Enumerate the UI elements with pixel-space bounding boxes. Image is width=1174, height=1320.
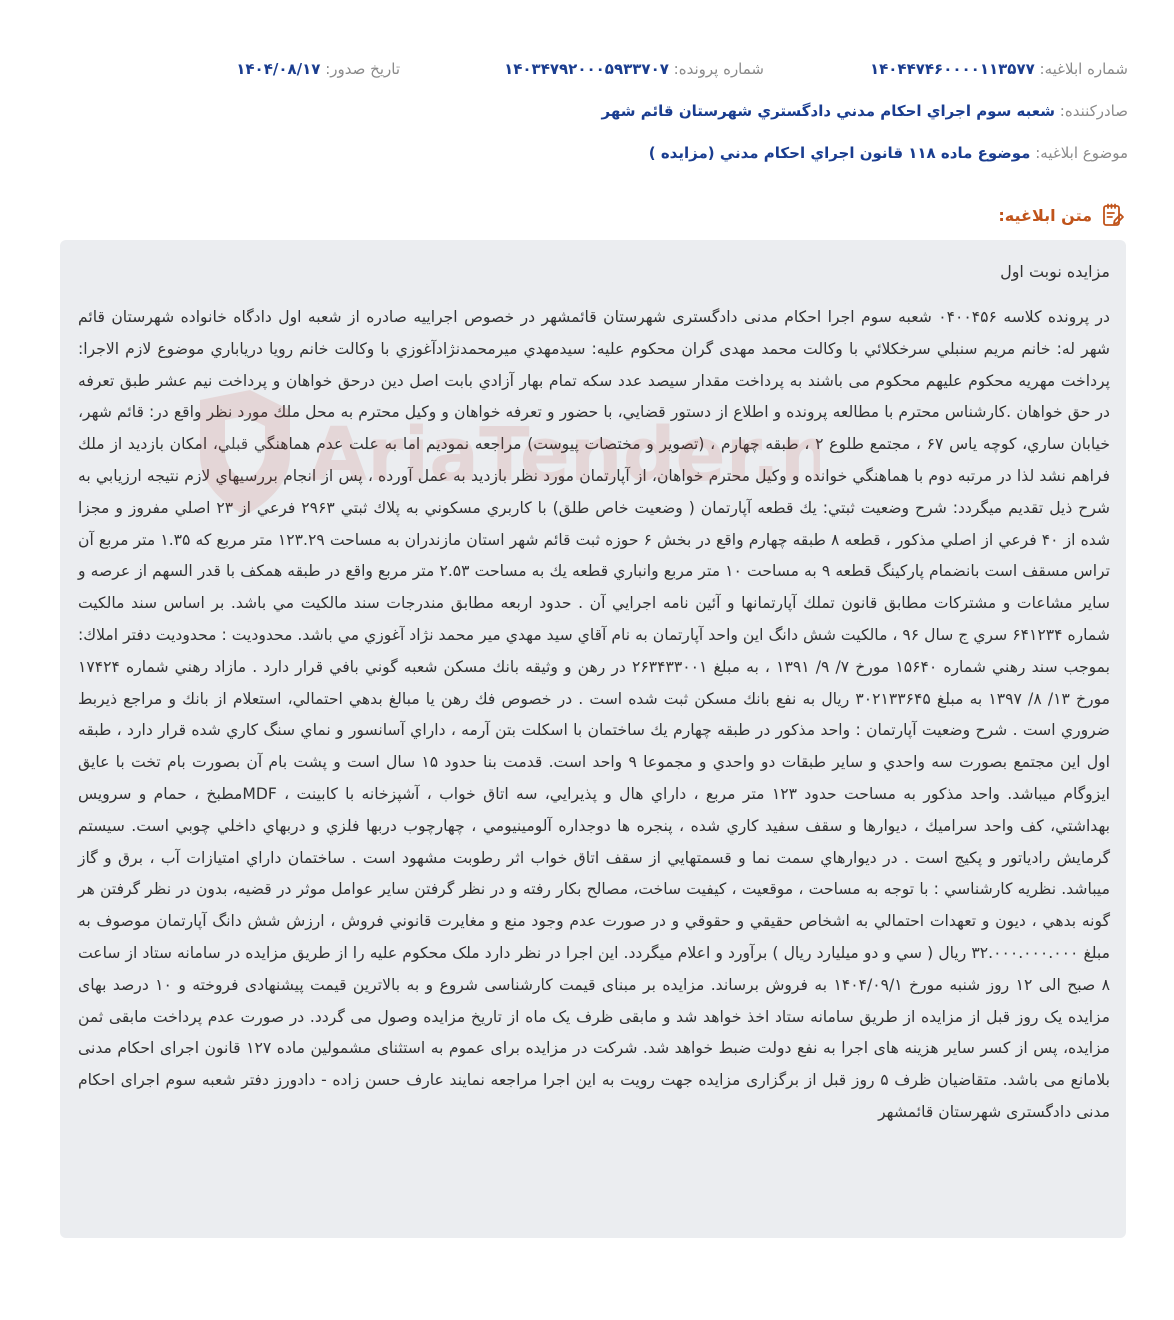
notice-text-section-header (998, 200, 1126, 230)
case-number-label: شماره پرونده: (673, 60, 764, 78)
subject-value: موضوع ماده ۱۱۸ قانون اجراي احكام مدني (مزايده ) (648, 144, 1031, 162)
notice-number (870, 54, 1128, 84)
notice-heading: مزايده نوبت اول (1000, 262, 1110, 281)
notice-number-label: شماره ابلاغيه: (1039, 60, 1128, 78)
issue-date-value: ۱۴۰۴/۰۸/۱۷ (236, 60, 321, 78)
case-number (504, 54, 764, 84)
issuer-value: شعبه سوم اجراي احكام مدني دادگستري شهرستان قائم شهر (601, 102, 1055, 120)
case-number-value: ۱۴۰۳۴۷۹۲۰۰۰۵۹۳۳۷۰۷ (504, 60, 669, 78)
notice-body: در پرونده كلاسه ۰۴۰۰۴۵۶ شعبه سوم اجرا احكام مدنی دادگستری شهرستان قائمشهر در خصوص اجراييه صادره از شعبه اول دادگاه خانواده شهرستان قائم شهر له: خانم مريم سنبلي سرخكلائي با وكالت محمد مهدی گران محكوم عليه: سيدمهدي ميرمحمدنژادآغوزي با وكالت خانم رويا درياباري موضوع لازم الاجرا: پرداخت مهريه محکوم عليهم محکوم می باشند به پرداخت مقدار سيصد عدد سكه تمام بهار آزادي بابت اصل دين درحق خواهان و پرداخت نيم عشر طبق تعرفه در حق خواهان .كارشناس محترم با مطالعه پرونده و اطلاع از دستور قضايي، با حضور و تعرفه خواهان و وكيل محترم به محل ملك مورد نظر واقع در: قائم شهر، خيابان ساري، كوچه ياس ۶۷ ، مجتمع طلوع ۲ ، طبقه چهارم ، (تصوير و مختصات پيوست) مراجعه نموديم اما به علت عدم هماهنگي قبلي، امكان بازديد از ملك فراهم نشد لذا در مرتبه دوم با هماهنگي خوانده و وكيل محترم خواهان، از آپارتمان مورد نظر بازديد به عمل آورده ، پس از انجام بررسيهاي لازم نتيجه ارزيابي به شرح ذيل تقديم ميگردد: شرح وضعيت ثبتي: يك قطعه آپارتمان ( وضعيت خاص طلق) با كاربري مسكوني به پلاك ثبتي ۲۹۶۳ فرعي از ۲۳ اصلي مفروز و مجزا شده از ۴۰ فرعي از اصلي مذكور ، قطعه ۸ طبقه چهارم واقع در بخش ۶ حوزه ثبت قائم شهر استان مازندران به مساحت ۱۲۳.۲۹ متر مربع كه ۱.۳۵ متر مربع آن تراس مسقف است بانضمام پاركينگ قطعه ۹ به مساحت ۱۰ متر مربع وانباري قطعه يك به مساحت ۲.۵۳ متر مربع واقع در طبقه همكف با قدر السهم از عرصه و ساير مشاعات و مشتركات مطابق قانون تملك آپارتمانها و آئين نامه اجرايي آن . حدود اربعه مطابق مندرجات سند مالكيت مي باشد. بر اساس سند مالكيت شماره ۶۴۱۲۳۴ سري ج سال ۹۶ ، مالكيت شش دانگ اين واحد آپارتمان به نام آقاي سيد مهدي مير محمد نژاد آغوزي مي باشد. محدوديت : محدوديت دفتر املاك: بموجب سند رهني شماره ۱۵۶۴۰ مورخ ۷/ ۹/ ۱۳۹۱ ، به مبلغ ۲۶۳۴۳۳۰۰۱ در رهن و وثيقه بانك مسكن شعبه گوني بافي قرار دارد . مازاد رهني شماره ۱۷۴۲۴ مورخ ۱۳/ ۸/ ۱۳۹۷ به مبلغ ۳۰۲۱۳۳۶۴۵ ريال به نفع بانك مسكن ثبت شده است . در خصوص فك رهن يا مبالغ بدهي احتمالي، استعلام از بانك و مراجع ذيربط ضروري است . شرح وضعيت آپارتمان : واحد مذكور در طبقه چهارم يك ساختمان با اسكلت بتن آرمه ، داراي آسانسور و نماي سنگ كاري شده قرار دارد ، طبقه اول اين مجتمع بصورت سه واحدي و ساير طبقات دو واحدي و مجموعا ۹ واحد است. قدمت بنا حدود ۱۵ سال است و پشت بام آن بصورت بام تخت با عايق ايزوگام ميباشد. واحد مذكور به مساحت حدود ۱۲۳ متر مربع ، داراي هال و پذيرايي، سه اتاق خواب ، آشپزخانه با كابينت ، MDFمطبخ ، حمام و سرويس بهداشتي، كف واحد سراميك ، ديوارها و سقف سفيد كاري شده ، پنجره ها دوجداره آلومينيومي ، چهارچوب دربها فلزي و دربهاي داخلي چوبي است. سيستم گرمايش رادياتور و پكيج است . در ديوارهاي سمت نما و قسمتهايي از سقف اتاق خواب اثر رطوبت مشهود است . ساختمان داراي امتيازات آب ، برق و گاز ميباشد. نظريه كارشناسي : با توجه به مساحت ، موقعيت ، كيفيت ساخت، مصالح بكار رفته و در نظر گرفتن ساير عوامل موثر در قضيه، بدون در نظر گرفتن هر گونه بدهي ، ديون و تعهدات احتمالي به اشخاص حقيقي و حقوقي و در صورت عدم وجود منع و مغايرت قانوني فروش ، ارزش شش دانگ آپارتمان موصوف به مبلغ ۳۲.۰۰۰.۰۰۰.۰۰۰ ريال ( سي و دو ميليارد ريال ) برآورد و اعلام ميگردد. اين اجرا در نظر دارد ملک محکوم عليه را از طريق مزايده در سامانه ستاد از ساعت ۸ صبح الی ۱۲ روز شنبه مورخ ۱۴۰۴/۰۹/۱ به فروش برساند. مزايده بر مبنای قيمت كارشناسی شروع و به بالاترين قيمت پيشنهادی فروخته و ۱۰ درصد بهای مزايده يک روز قبل از مزايده از طريق سامانه ستاد اخذ خواهد شد و مابقی ظرف يک ماه از تاريخ مزايده وصول می گردد. در صورت عدم پرداخت مابقی ثمن مزايده، پس از كسر ساير هزينه های اجرا به نفع دولت ضبط خواهد شد. شركت در مزايده برای عموم به استثنای مشمولين ماده ۱۲۷ قانون اجرای احكام مدنی بلامانع می باشد. متقاضيان ظرف ۵ روز قبل از برگزاری مزايده جهت رويت به اين اجرا مراجعه نمايند عارف حسن زاده - دادورز دفتر شعبه سوم اجرای احکام مدنی دادگستری شهرستان قائمشهر (78, 308, 1111, 1121)
subject-row (46, 138, 1128, 168)
issuer-row (46, 96, 1128, 126)
notice-text-box (60, 240, 1126, 1238)
header-meta-row (46, 54, 1128, 84)
notice-text-label: متن ابلاغيه: (998, 205, 1092, 225)
issue-date (236, 54, 400, 84)
notice-number-value: ۱۴۰۴۴۷۴۶۰۰۰۰۱۱۳۵۷۷ (869, 60, 1035, 78)
issue-date-label: تاريخ صدور: (325, 60, 400, 78)
document-edit-icon (1100, 202, 1126, 228)
issuer-label: صادرکننده: (1059, 102, 1128, 120)
subject-label: موضوع ابلاغيه: (1035, 144, 1128, 162)
